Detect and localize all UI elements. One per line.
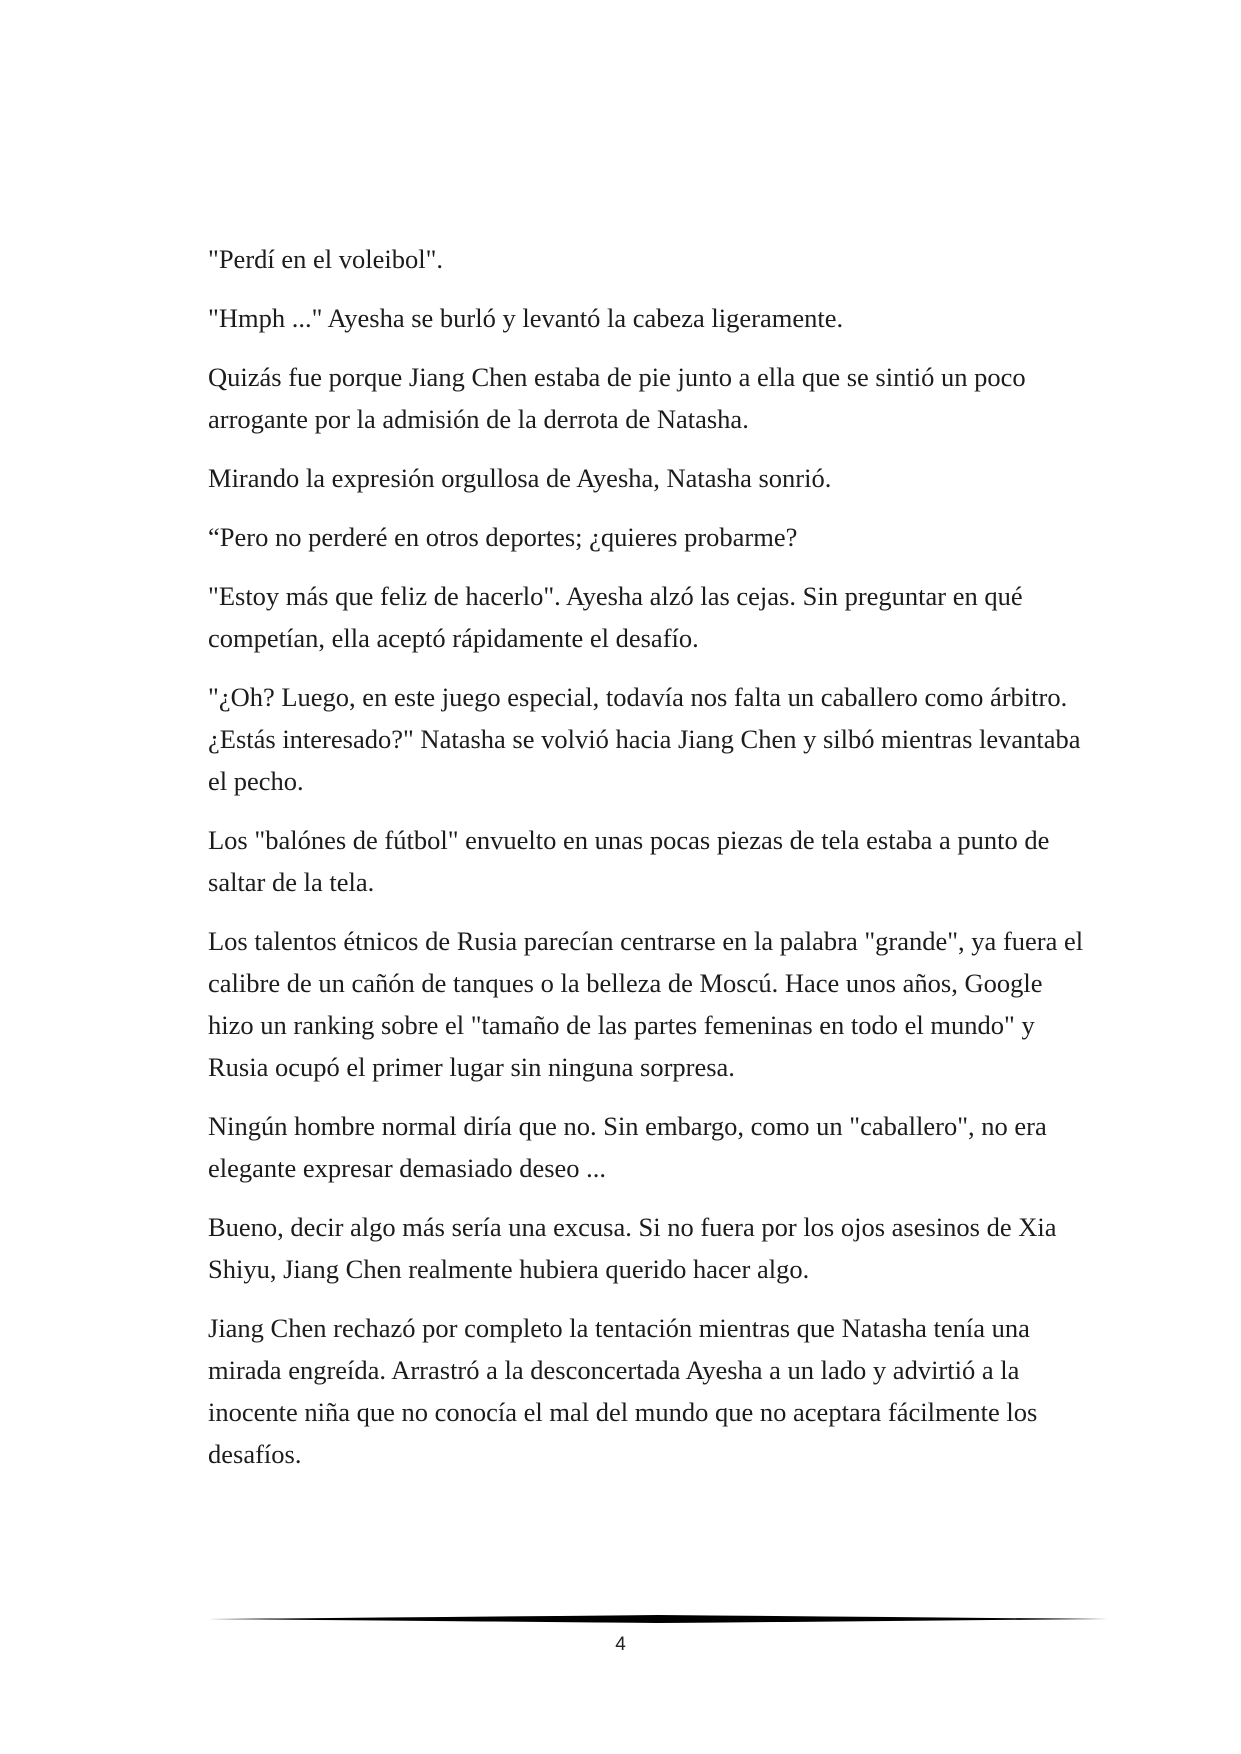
- paragraph: Los "balónes de fútbol" envuelto en unas pocas piezas de tela estaba a punto de saltar de la tela.: [208, 825, 1050, 897]
- footer-divider: [208, 1612, 1108, 1626]
- paragraph: “Pero no perderé en otros deportes; ¿quieres probarme?: [208, 522, 798, 552]
- body-text: [208, 238, 1088, 1492]
- page-number: 4: [615, 1634, 626, 1655]
- paragraph: Los talentos étnicos de Rusia parecían centrarse en la palabra "grande", ya fuera el calibre de un cañón de tanques o la belleza de Moscú. Hace unos años, Google hizo un ranking sobre el "tamaño de las partes femeninas en todo el mundo" y Rusia ocupó el primer lugar sin ninguna sorpresa.: [208, 926, 1084, 1082]
- paragraph: Ningún hombre normal diría que no. Sin embargo, como un "caballero", no era elegante expresar demasiado deseo ...: [208, 1111, 1047, 1183]
- paragraph: "Perdí en el voleibol".: [208, 244, 444, 274]
- paragraph: "¿Oh? Luego, en este juego especial, todavía nos falta un caballero como árbitro. ¿Estás interesado?" Natasha se volvió hacia Jiang Chen y silbó mientras levantaba el pecho.: [208, 682, 1081, 796]
- paragraph: Bueno, decir algo más sería una excusa. Si no fuera por los ojos asesinos de Xia Shiyu, Jiang Chen realmente hubiera querido hacer algo.: [208, 1212, 1057, 1284]
- paragraph: "Hmph ..." Ayesha se burló y levantó la cabeza ligeramente.: [208, 303, 844, 333]
- paragraph: Jiang Chen rechazó por completo la tentación mientras que Natasha tenía una mirada engreída. Arrastró a la desconcertada Ayesha a un lado y advirtió a la inocente niña que no conocía el mal del mundo que no aceptara fácilmente los desafíos.: [208, 1313, 1038, 1469]
- paragraph: Quizás fue porque Jiang Chen estaba de pie junto a ella que se sintió un poco arrogante por la admisión de la derrota de Natasha.: [208, 362, 1026, 434]
- paragraph: Mirando la expresión orgullosa de Ayesha, Natasha sonrió.: [208, 463, 832, 493]
- paragraph: "Estoy más que feliz de hacerlo". Ayesha alzó las cejas. Sin preguntar en qué competían, ella aceptó rápidamente el desafío.: [208, 581, 1023, 653]
